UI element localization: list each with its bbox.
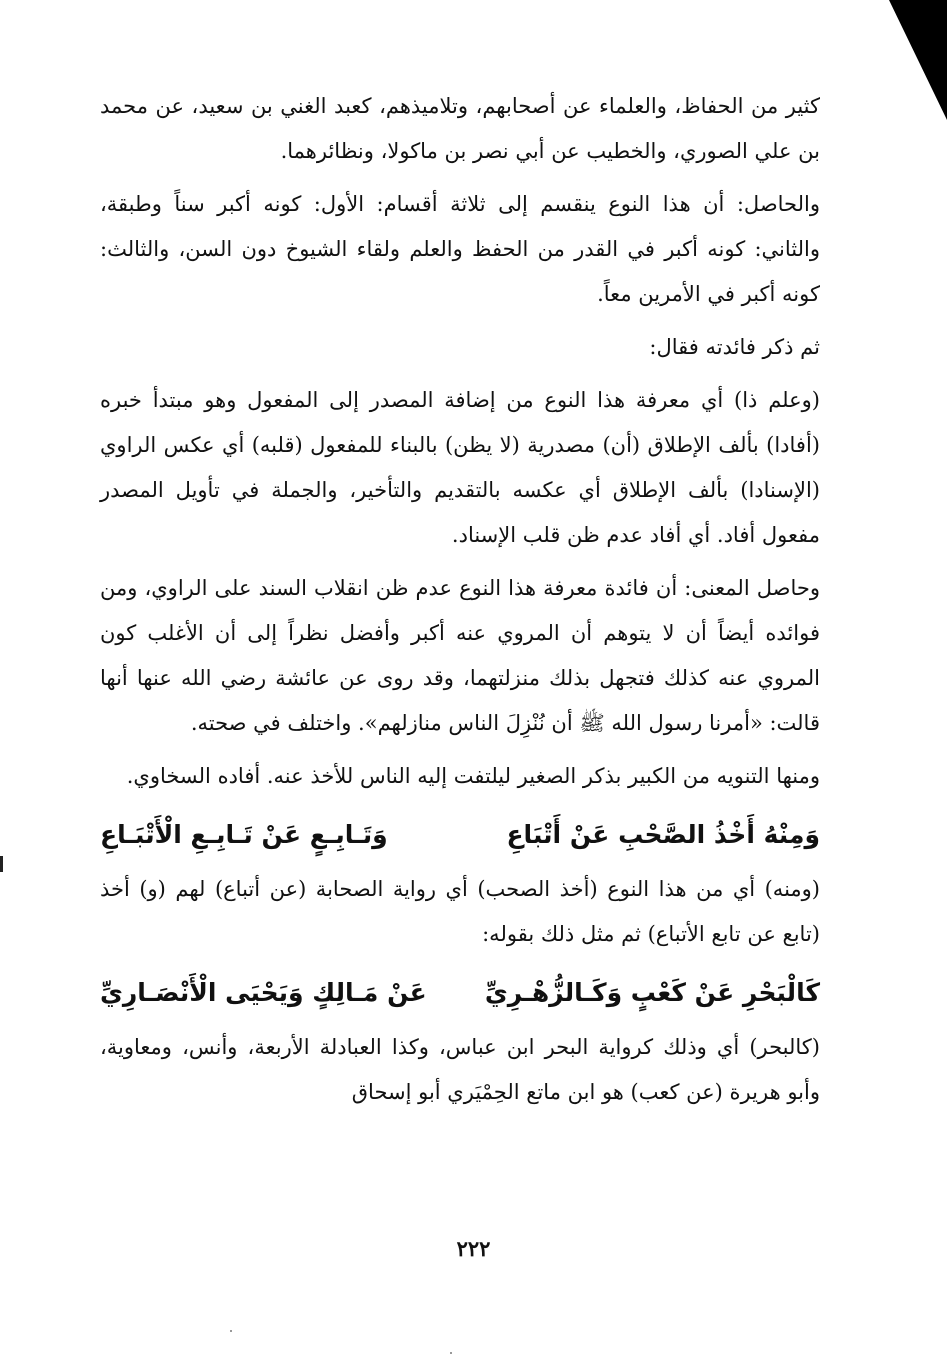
verse-hemistich-left: وَتَـابِـعٍ عَنْ تَـابِـعِ الْأَتْبَـاعِ (100, 820, 388, 849)
verse-hemistich-right: وَمِنْهُ أَخْذُ الصَّحْبِ عَنْ أَتْبَاعِ (506, 820, 820, 849)
paragraph: كثير من الحفاظ، والعلماء عن أصحابهم، وتلاميذهم، كعبد الغني بن سعيد، عن محمد بن علي الصوري، والخطيب عن أبي نصر بن ماكولا، ونظائرهما. (100, 94, 820, 163)
paragraph: ومنها التنويه من الكبير بذكر الصغير ليلتفت إليه الناس للأخذ عنه. أفاده السخاوي. (126, 764, 820, 788)
page-number: ٢٢٢ (456, 1236, 491, 1261)
corner-mark (889, 0, 947, 120)
paragraph: (كالبحر) أي وذلك كرواية البحر ابن عباس، وكذا العبادلة الأربعة، وأنس، ومعاوية، وأبو هريرة (عن كعب) هو ابن ماتع الحِمْيَري أبو إسحاق (100, 1035, 820, 1104)
scan-speck (450, 1352, 452, 1354)
page-body (100, 84, 820, 1123)
paragraph: (ومنه) أي من هذا النوع (أخذ الصحب) أي رواية الصحابة (عن أتباع) لهم (و) أخذ (تابع عن تابع الأتباع) ثم مثل ذلك بقوله: (100, 877, 820, 946)
margin-mark (0, 856, 3, 872)
paragraph: (وعلم ذا) أي معرفة هذا النوع من إضافة المصدر إلى المفعول وهو مبتدأ خبره (أفادا) بألف الإطلاق (أن) مصدرية (لا يظن) بالبناء للمفعول (قلبه) أي عكس الراوي (الإسنادا) بألف الإطلاق أي عكسه بالتقديم والتأخير، والجملة في تأويل المصدر مفعول أفاد. أي أفاد عدم ظن قلب الإسناد. (100, 388, 820, 547)
paragraph: والحاصل: أن هذا النوع ينقسم إلى ثلاثة أقسام: الأول: كونه أكبر سناً وطبقة، والثاني: كونه أكبر في القدر من الحفظ والعلم ولقاء الشيوخ دون السن، والثالث: كونه أكبر في الأمرين معاً. (100, 192, 820, 306)
verse-line (100, 807, 820, 863)
paragraph: ثم ذكر فائدته فقال: (649, 335, 820, 359)
verse-line (100, 965, 820, 1021)
scan-speck (230, 1330, 232, 1332)
verse-hemistich-left: عَنْ مَـالِكٍ وَيَحْيَى الْأَنْصَـارِيِّ (100, 978, 427, 1007)
verse-hemistich-right: كَالْبَحْرِ عَنْ كَعْبٍ وَكَـالزُّهْـرِيِّ (484, 978, 820, 1007)
paragraph: وحاصل المعنى: أن فائدة معرفة هذا النوع عدم ظن انقلاب السند على الراوي، ومن فوائده أيضاً أن لا يتوهم أن المروي عنه أكبر وأفضل نظراً إلى أن الأغلب كون المروي عنه كذلك فتجهل بذلك منزلتهما، وقد روى عن عائشة رضي الله عنها أنها قالت: «أمرنا رسول الله ﷺ أن نُنْزِلَ الناس منازلهم». واختلف في صحته. (100, 576, 820, 735)
